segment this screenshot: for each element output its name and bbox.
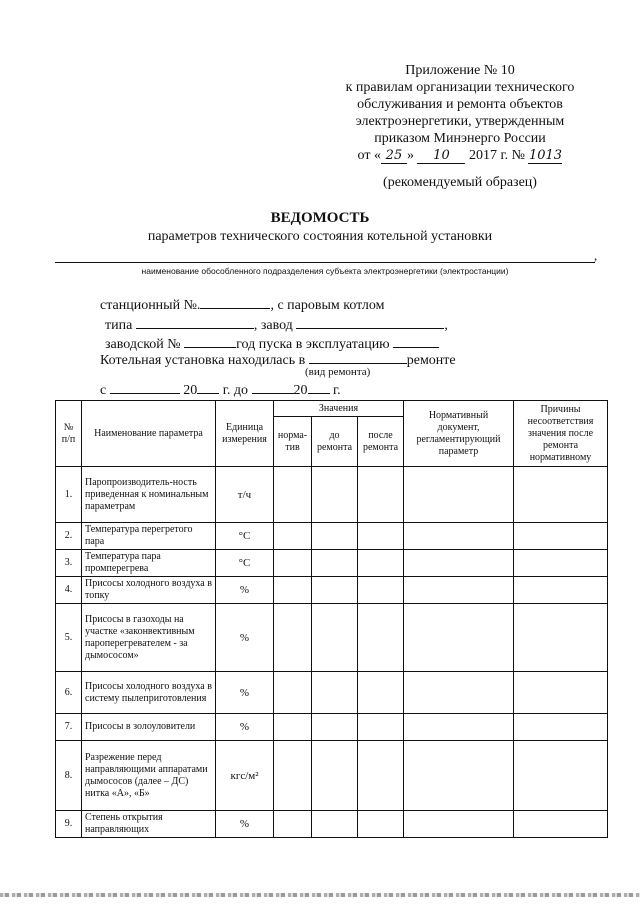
launch-label: год пуска в эксплуатацию [236, 337, 390, 352]
from-label: с [100, 383, 107, 398]
cell-before [312, 811, 358, 838]
sample-note: (рекомендуемый образец) [383, 175, 537, 190]
plant-label: , завод [253, 318, 293, 333]
row-unit: °С [216, 523, 274, 550]
type-label: типа [105, 318, 133, 333]
table-row [56, 467, 608, 523]
row-unit: % [216, 577, 274, 604]
header-after-repair: после ремонта [358, 417, 404, 467]
cell-after [358, 467, 404, 523]
table-row [56, 714, 608, 741]
cell-document [404, 741, 514, 811]
until-year-blank [308, 381, 330, 394]
table-row [56, 811, 608, 838]
appendix-line-5: приказом Минэнерго России [374, 131, 546, 146]
cell-before [312, 741, 358, 811]
scan-artifact-strip [0, 893, 640, 897]
cell-after [358, 577, 404, 604]
repair-suffix: ремонте [406, 353, 456, 368]
header-number: № п/п [56, 401, 82, 467]
row-unit: % [216, 714, 274, 741]
cell-reasons [514, 467, 608, 523]
appendix-block [330, 62, 590, 191]
year-end: г. [333, 383, 341, 398]
table-row [56, 550, 608, 577]
organization-caption: наименование обособленного подразделения субъекта электроэнергетики (электростанции) [141, 266, 509, 276]
repair-line [100, 351, 456, 369]
header-values: Значения [274, 401, 404, 417]
type-blank [136, 316, 254, 329]
row-parameter-name: Присосы холодного воздуха в систему пылеприготовления [82, 672, 216, 714]
cell-reasons [514, 714, 608, 741]
header-before-repair: до ремонта [312, 417, 358, 467]
cell-reasons [514, 811, 608, 838]
cell-after [358, 672, 404, 714]
date-prefix: от « [357, 148, 381, 163]
station-line [100, 296, 385, 314]
row-number: 3. [56, 550, 82, 577]
row-number: 6. [56, 672, 82, 714]
cell-before [312, 577, 358, 604]
handwritten-month: 10 [417, 149, 465, 164]
table-row [56, 523, 608, 550]
row-unit: т/ч [216, 467, 274, 523]
table-row [56, 741, 608, 811]
repair-prefix: Котельная установка находилась в [100, 353, 306, 368]
until-date-blank [252, 381, 294, 394]
row-number: 5. [56, 604, 82, 672]
row-parameter-name: Присосы в газоходы на участке «законвективным пароперегревателем - за дымососом» [82, 604, 216, 672]
station-label: станционный №. [100, 298, 201, 313]
table-row [56, 604, 608, 672]
serial-blank [184, 335, 236, 348]
table-body [56, 467, 608, 838]
plant-blank [296, 316, 444, 329]
cell-document [404, 672, 514, 714]
header-reasons: Причины несоответствия значения после ремонта нормативному [514, 401, 608, 467]
handwritten-day: 25 [381, 149, 407, 164]
appendix-line-3: обслуживания и ремонта объектов [357, 97, 563, 112]
cell-document [404, 467, 514, 523]
row-parameter-name: Температура перегретого пара [82, 523, 216, 550]
document-subtitle: параметров технического состояния котельной установки [147, 229, 493, 244]
cell-after [358, 604, 404, 672]
cell-document [404, 714, 514, 741]
cell-reasons [514, 741, 608, 811]
header-normative-document: Нормативный документ, регламентирующий параметр [404, 401, 514, 467]
cell-norm [274, 811, 312, 838]
cell-after [358, 550, 404, 577]
document-title: ВЕДОМОСТЬ [270, 210, 370, 226]
year-20-a: 20 [183, 383, 198, 398]
row-parameter-name: Присосы холодного воздуха в топку [82, 577, 216, 604]
organization-blank-line [55, 262, 595, 263]
type-line [105, 316, 448, 334]
cell-norm [274, 604, 312, 672]
cell-norm [274, 523, 312, 550]
row-parameter-name: Присосы в золоуловители [82, 714, 216, 741]
row-number: 9. [56, 811, 82, 838]
cell-after [358, 741, 404, 811]
cell-document [404, 604, 514, 672]
row-number: 4. [56, 577, 82, 604]
row-parameter-name: Температура пара промперегрева [82, 550, 216, 577]
cell-before [312, 523, 358, 550]
row-number: 2. [56, 523, 82, 550]
row-unit: кгс/м² [216, 741, 274, 811]
period-line [100, 381, 341, 399]
trailing-comma: , [444, 318, 448, 333]
row-parameter-name: Степень открытия направляющих [82, 811, 216, 838]
appendix-line-2: к правилам организации технического [345, 80, 575, 95]
date-mid: » [406, 148, 414, 163]
cell-norm [274, 672, 312, 714]
launch-year-blank [393, 335, 439, 348]
station-number-blank [200, 296, 270, 309]
cell-reasons [514, 577, 608, 604]
cell-norm [274, 714, 312, 741]
cell-norm [274, 741, 312, 811]
cell-after [358, 811, 404, 838]
until-label: г. до [222, 383, 249, 398]
serial-label: заводской № [105, 337, 181, 352]
header-parameter-name: Наименование параметра [82, 401, 216, 467]
row-unit: % [216, 604, 274, 672]
appendix-line-4: электроэнергетики, утвержденным [355, 114, 565, 129]
cell-before [312, 550, 358, 577]
appendix-line-1: Приложение № 10 [405, 63, 515, 78]
year-20-b: 20 [293, 383, 308, 398]
row-number: 1. [56, 467, 82, 523]
cell-document [404, 577, 514, 604]
cell-after [358, 523, 404, 550]
cell-reasons [514, 550, 608, 577]
row-number: 8. [56, 741, 82, 811]
date-year-text: 2017 г. № [468, 148, 525, 163]
cell-norm [274, 550, 312, 577]
cell-norm [274, 577, 312, 604]
cell-reasons [514, 604, 608, 672]
row-unit: % [216, 672, 274, 714]
cell-before [312, 672, 358, 714]
cell-document [404, 523, 514, 550]
handwritten-order-number: 1013 [528, 148, 563, 163]
header-unit: Единица измерения [216, 401, 274, 467]
from-year-blank [197, 381, 219, 394]
table-row [56, 672, 608, 714]
from-date-blank [110, 381, 180, 394]
boiler-label: , с паровым котлом [270, 298, 385, 313]
row-parameter-name: Паропроизводитель-ность приведенная к номинальным параметрам [82, 467, 216, 523]
organization-comma: , [594, 248, 598, 263]
table-row [56, 577, 608, 604]
cell-before [312, 604, 358, 672]
repair-type-caption: (вид ремонта) [305, 366, 371, 378]
repair-type-blank [309, 351, 407, 364]
cell-reasons [514, 672, 608, 714]
cell-before [312, 714, 358, 741]
cell-after [358, 714, 404, 741]
cell-before [312, 467, 358, 523]
cell-document [404, 811, 514, 838]
cell-norm [274, 467, 312, 523]
row-number: 7. [56, 714, 82, 741]
appendix-date-line [330, 147, 590, 164]
cell-reasons [514, 523, 608, 550]
cell-document [404, 550, 514, 577]
row-parameter-name: Разрежение перед направляющими аппаратами дымососов (далее – ДС) нитка «А», «Б» [82, 741, 216, 811]
parameters-table [55, 400, 608, 838]
row-unit: °С [216, 550, 274, 577]
row-unit: % [216, 811, 274, 838]
header-norm: норма-тив [274, 417, 312, 467]
